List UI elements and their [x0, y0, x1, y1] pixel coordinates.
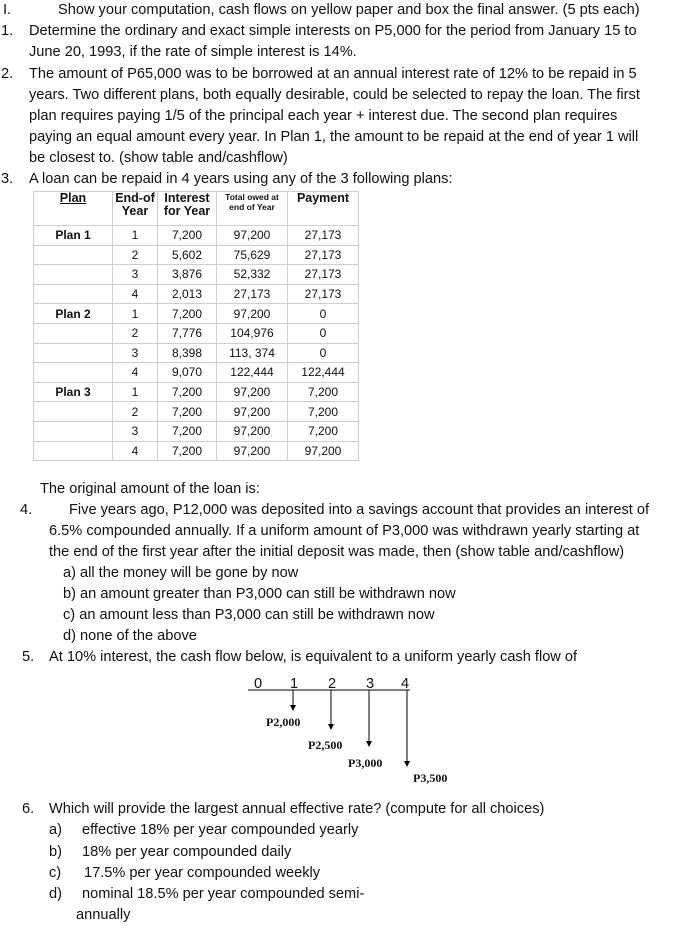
q2-line-3: plan requires paying 1/5 of the principal each year + interest due. The second plan requires	[29, 108, 618, 124]
cell-payment: 0	[288, 343, 359, 363]
q5-number: 5.	[22, 649, 35, 665]
col-header-plan: Plan	[34, 192, 113, 226]
cf-amount-2: P2,500	[308, 738, 343, 752]
cf-amount-1: P2,000	[266, 715, 301, 729]
cf-period-4: 4	[401, 676, 410, 692]
cell-plan: Plan 3	[34, 382, 113, 402]
cell-payment: 27,173	[288, 284, 359, 304]
cell-interest: 7,200	[158, 402, 217, 422]
cf-period-1: 1	[290, 676, 299, 692]
col-header-total-owed: Total owed at end of Year	[217, 192, 288, 226]
cf-period-0: 0	[254, 676, 263, 692]
cell-payment: 27,173	[288, 245, 359, 265]
cell-interest: 7,200	[158, 421, 217, 441]
q6-choice-d-text: nominal 18.5% per year compounded semi-	[82, 886, 365, 902]
q6-choice-d-continuation: annually	[76, 907, 131, 923]
q1-line-1: Determine the ordinary and exact simple interests on P5,000 for the period from January 15 to	[29, 23, 637, 39]
q1-line-2: June 20, 1993, if the rate of simple interest is 14%.	[29, 44, 357, 60]
cf-amount-4: P3,500	[413, 771, 448, 785]
q4-choice-d: d) none of the above	[63, 628, 197, 644]
cf-period-2: 2	[328, 676, 337, 692]
cell-end-of-year: 2	[113, 323, 158, 343]
q3-text: A loan can be repaid in 4 years using any of the 3 following plans:	[29, 171, 453, 187]
cell-interest: 7,776	[158, 323, 217, 343]
q6-choice-d-letter: d)	[49, 886, 62, 902]
q6-choice-c-letter: c)	[49, 865, 62, 881]
cell-interest: 2,013	[158, 284, 217, 304]
cell-total-owed: 75,629	[217, 245, 288, 265]
cell-end-of-year: 4	[113, 284, 158, 304]
cell-plan: Plan 1	[34, 226, 113, 246]
cell-total-owed: 97,200	[217, 441, 288, 461]
cell-end-of-year: 3	[113, 265, 158, 285]
q6-choice-a-text: effective 18% per year compounded yearly	[82, 822, 359, 838]
q4-line-2: 6.5% compounded annually. If a uniform amount of P3,000 was withdrawn yearly starting at	[49, 523, 640, 539]
q6-text: Which will provide the largest annual effective rate? (compute for all choices)	[49, 801, 545, 817]
cell-end-of-year: 1	[113, 226, 158, 246]
cf-amount-3: P3,000	[348, 756, 383, 770]
cell-end-of-year: 2	[113, 245, 158, 265]
q4-choice-a: a) all the money will be gone by now	[63, 565, 299, 581]
col-header-interest: Interest for Year	[158, 192, 217, 226]
q2-line-5: be closest to. (show table and/cashflow)	[29, 150, 288, 166]
cell-interest: 7,200	[158, 304, 217, 324]
q2-line-4: paying an equal amount every year. In Plan 1, the amount to be repaid at the end of year 1 will	[29, 129, 639, 145]
q4-line-3: the end of the first year after the initial deposit was made, then (show table and/cashflow)	[49, 544, 625, 560]
cell-end-of-year: 4	[113, 441, 158, 461]
cell-end-of-year: 3	[113, 343, 158, 363]
cell-end-of-year: 3	[113, 421, 158, 441]
cell-total-owed: 27,173	[217, 284, 288, 304]
cell-payment: 7,200	[288, 382, 359, 402]
cell-plan: Plan 2	[34, 304, 113, 324]
q2-line-2: years. Two different plans, both equally desirable, could be selected to repay the loan. The first	[29, 87, 640, 103]
cell-total-owed: 97,200	[217, 402, 288, 422]
cell-interest: 7,200	[158, 441, 217, 461]
cell-end-of-year: 1	[113, 382, 158, 402]
q6-choice-c-text: 17.5% per year compounded weekly	[84, 865, 321, 881]
cell-total-owed: 97,200	[217, 226, 288, 246]
col-header-payment: Payment	[288, 192, 359, 226]
cell-interest: 8,398	[158, 343, 217, 363]
cell-total-owed: 97,200	[217, 382, 288, 402]
instructions: Show your computation, cash flows on yellow paper and box the final answer. (5 pts each)	[58, 2, 640, 18]
q6-choice-b-letter: b)	[49, 844, 62, 860]
q2-number: 2.	[1, 66, 14, 82]
q4-choice-b: b) an amount greater than P3,000 can still be withdrawn now	[63, 586, 456, 602]
cell-interest: 7,200	[158, 382, 217, 402]
cell-total-owed: 97,200	[217, 421, 288, 441]
cell-payment: 7,200	[288, 421, 359, 441]
section-marker: I.	[3, 2, 12, 18]
cell-payment: 0	[288, 323, 359, 343]
q6-choice-b-text: 18% per year compounded daily	[82, 844, 292, 860]
cell-payment: 27,173	[288, 226, 359, 246]
cell-end-of-year: 2	[113, 402, 158, 422]
cell-end-of-year: 1	[113, 304, 158, 324]
q4-choice-c: c) an amount less than P3,000 can still be withdrawn now	[63, 607, 435, 623]
q3-question: The original amount of the loan is:	[40, 481, 260, 497]
q6-number: 6.	[22, 801, 35, 817]
cell-total-owed: 97,200	[217, 304, 288, 324]
q6-choice-a-letter: a)	[49, 822, 62, 838]
cf-period-3: 3	[366, 676, 375, 692]
cell-total-owed: 52,332	[217, 265, 288, 285]
q1-number: 1.	[1, 23, 14, 39]
cell-payment: 7,200	[288, 402, 359, 422]
q3-number: 3.	[1, 171, 14, 187]
cell-total-owed: 113, 374	[217, 343, 288, 363]
cell-payment: 97,200	[288, 441, 359, 461]
cell-interest: 9,070	[158, 363, 217, 383]
q5-text: At 10% interest, the cash flow below, is equivalent to a uniform yearly cash flow of	[49, 649, 578, 665]
cell-total-owed: 122,444	[217, 363, 288, 383]
cell-interest: 5,602	[158, 245, 217, 265]
col-header-end-of-year: End-of Year	[113, 192, 158, 226]
cell-interest: 7,200	[158, 226, 217, 246]
cell-interest: 3,876	[158, 265, 217, 285]
q4-line-1: Five years ago, P12,000 was deposited into a savings account that provides an interest of	[69, 502, 650, 518]
cell-total-owed: 104,976	[217, 323, 288, 343]
cell-payment: 0	[288, 304, 359, 324]
cell-payment: 27,173	[288, 265, 359, 285]
cell-payment: 122,444	[288, 363, 359, 383]
q2-line-1: The amount of P65,000 was to be borrowed at an annual interest rate of 12% to be repaid in 5	[29, 66, 637, 82]
q4-number: 4.	[20, 502, 33, 518]
cell-end-of-year: 4	[113, 363, 158, 383]
